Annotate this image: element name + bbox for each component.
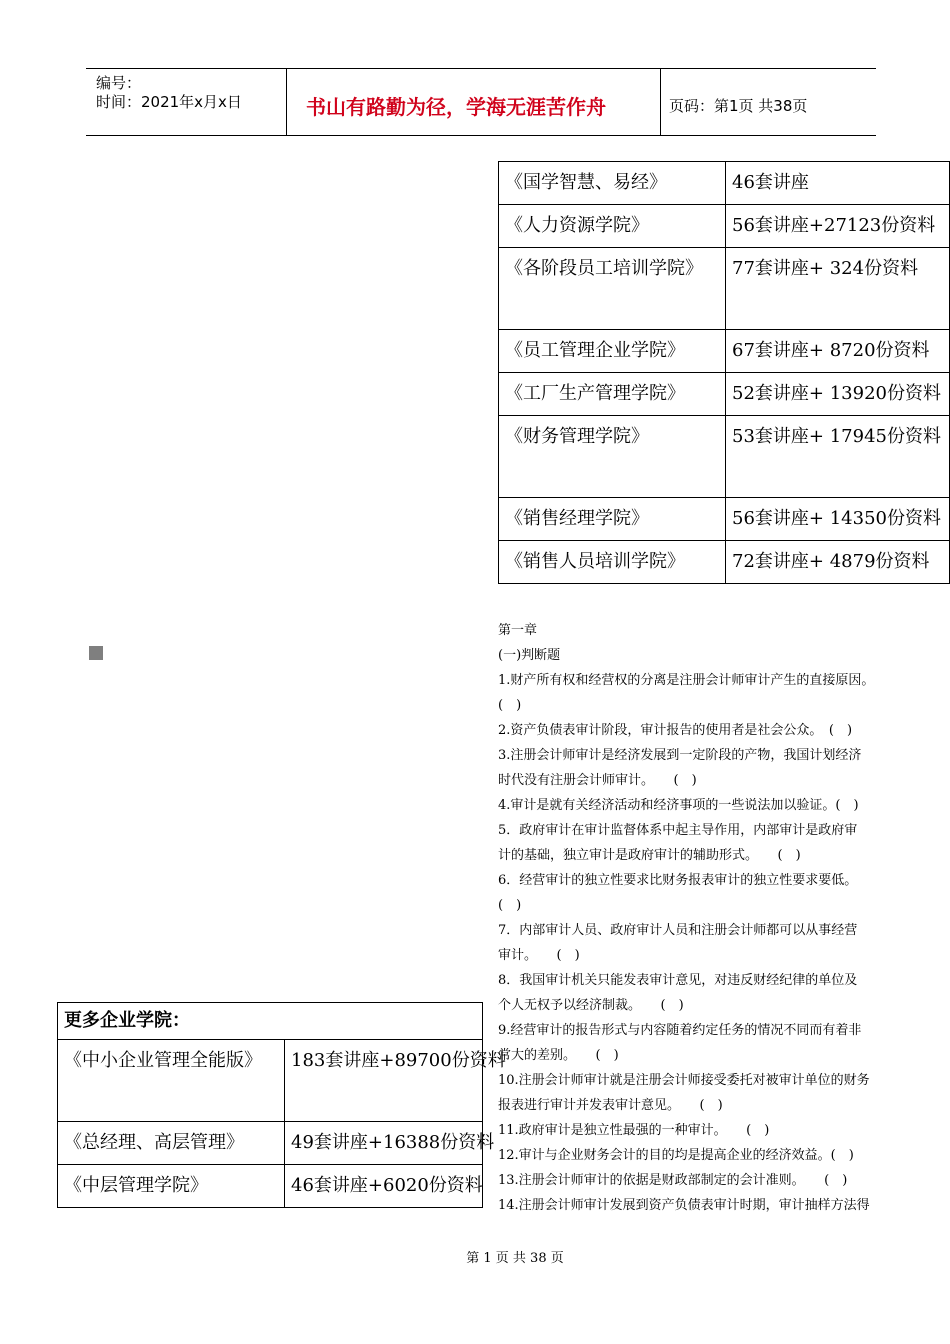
course-name: 《财务管理学院》 bbox=[499, 416, 726, 498]
course-name: 《总经理、高层管理》 bbox=[58, 1122, 285, 1165]
course-value: 72套讲座+ 4879份资料 bbox=[726, 541, 950, 584]
question-line: 7．内部审计人员、政府审计人员和注册会计师都可以从事经营 bbox=[498, 923, 858, 938]
table-row bbox=[499, 416, 950, 498]
course-value: 52套讲座+ 13920份资料 bbox=[726, 373, 950, 416]
question-line: 时代没有注册会计师审计。 ( ) bbox=[498, 773, 697, 788]
header-page-label: 页码：第1页 共38页 bbox=[669, 97, 808, 115]
question-line: ( ) bbox=[498, 698, 522, 713]
header-motto: 书山有路勤为径，学海无涯苦作舟 bbox=[306, 95, 606, 119]
course-value: 53套讲座+ 17945份资料 bbox=[726, 416, 950, 498]
table-row bbox=[499, 330, 950, 373]
question-line: (一)判断题 bbox=[498, 648, 561, 663]
question-line: 6．经营审计的独立性要求比财务报表审计的独立性要求要低。 bbox=[498, 873, 858, 888]
question-line: 常大的差别。 ( ) bbox=[498, 1048, 619, 1063]
question-line: 1.财产所有权和经营权的分离是注册会计师审计产生的直接原因。 bbox=[498, 673, 875, 688]
more-table-title: 更多企业学院： bbox=[58, 1003, 483, 1040]
course-name: 《各阶段员工培训学院》 bbox=[499, 248, 726, 330]
table-row bbox=[499, 248, 950, 330]
question-line: 10.注册会计师审计就是注册会计师接受委托对被审计单位的财务 bbox=[498, 1073, 870, 1088]
course-value: 67套讲座+ 8720份资料 bbox=[726, 330, 950, 373]
question-line: 第一章 bbox=[498, 623, 538, 638]
question-line: 个人无权予以经济制裁。 ( ) bbox=[498, 998, 684, 1013]
header-divider-left bbox=[286, 68, 287, 135]
table-row bbox=[499, 205, 950, 248]
question-line: 14.注册会计师审计发展到资产负债表审计时期，审计抽样方法得 bbox=[498, 1198, 870, 1213]
question-line: 12.审计与企业财务会计的目的均是提高企业的经济效益。( ) bbox=[498, 1148, 854, 1163]
question-line: 13.注册会计师审计的依据是财政部制定的会计准则。 ( ) bbox=[498, 1173, 848, 1188]
course-value: 49套讲座+16388份资料 bbox=[285, 1122, 483, 1165]
page-footer: 第 1 页 共 38 页 bbox=[466, 1251, 564, 1266]
header-number-label: 编号： bbox=[96, 74, 142, 92]
table-row bbox=[58, 1165, 483, 1208]
course-name: 《国学智慧、易经》 bbox=[499, 162, 726, 205]
table-row bbox=[58, 1003, 483, 1040]
bullet-square bbox=[89, 646, 103, 660]
header-divider-right bbox=[660, 68, 661, 135]
course-value: 46套讲座 bbox=[726, 162, 950, 205]
question-line: 计的基础，独立审计是政府审计的辅助形式。 ( ) bbox=[498, 848, 801, 863]
question-line: 8．我国审计机关只能发表审计意见，对违反财经纪律的单位及 bbox=[498, 973, 858, 988]
question-line: 4.审计是就有关经济活动和经济事项的一些说法加以验证。( ) bbox=[498, 798, 859, 813]
table-row bbox=[499, 498, 950, 541]
course-name: 《员工管理企业学院》 bbox=[499, 330, 726, 373]
course-name: 《中小企业管理全能版》 bbox=[58, 1040, 285, 1122]
table-row bbox=[58, 1122, 483, 1165]
header-bottom-rule bbox=[86, 135, 876, 136]
question-line: 3.注册会计师审计是经济发展到一定阶段的产物，我国计划经济 bbox=[498, 748, 862, 763]
course-value: 56套讲座+ 14350份资料 bbox=[726, 498, 950, 541]
question-line: 审计。 ( ) bbox=[498, 948, 580, 963]
course-value: 77套讲座+ 324份资料 bbox=[726, 248, 950, 330]
question-line: 5．政府审计在审计监督体系中起主导作用，内部审计是政府审 bbox=[498, 823, 858, 838]
course-value: 56套讲座+27123份资料 bbox=[726, 205, 950, 248]
course-table-top bbox=[498, 161, 950, 584]
course-table-more bbox=[57, 1002, 506, 1208]
course-name: 《销售人员培训学院》 bbox=[499, 541, 726, 584]
course-name: 《人力资源学院》 bbox=[499, 205, 726, 248]
question-line: 2.资产负债表审计阶段，审计报告的使用者是社会公众。 ( ) bbox=[498, 723, 853, 738]
table-row bbox=[58, 1040, 483, 1122]
question-line: 9.经营审计的报告形式与内容随着约定任务的情况不同而有着非 bbox=[498, 1023, 862, 1038]
question-line: 报表进行审计并发表审计意见。 ( ) bbox=[498, 1098, 723, 1113]
header-time-label: 时间：2021年x月x日 bbox=[96, 93, 242, 111]
course-name: 《中层管理学院》 bbox=[58, 1165, 285, 1208]
course-value: 46套讲座+6020份资料 bbox=[285, 1165, 483, 1208]
table-row bbox=[499, 162, 950, 205]
question-line: ( ) bbox=[498, 898, 522, 913]
course-name: 《工厂生产管理学院》 bbox=[499, 373, 726, 416]
table-row bbox=[499, 373, 950, 416]
question-line: 11.政府审计是独立性最强的一种审计。 ( ) bbox=[498, 1123, 770, 1138]
header-top-rule bbox=[86, 68, 876, 69]
course-value: 183套讲座+89700份资料 bbox=[285, 1040, 483, 1122]
table-row bbox=[499, 541, 950, 584]
course-name: 《销售经理学院》 bbox=[499, 498, 726, 541]
